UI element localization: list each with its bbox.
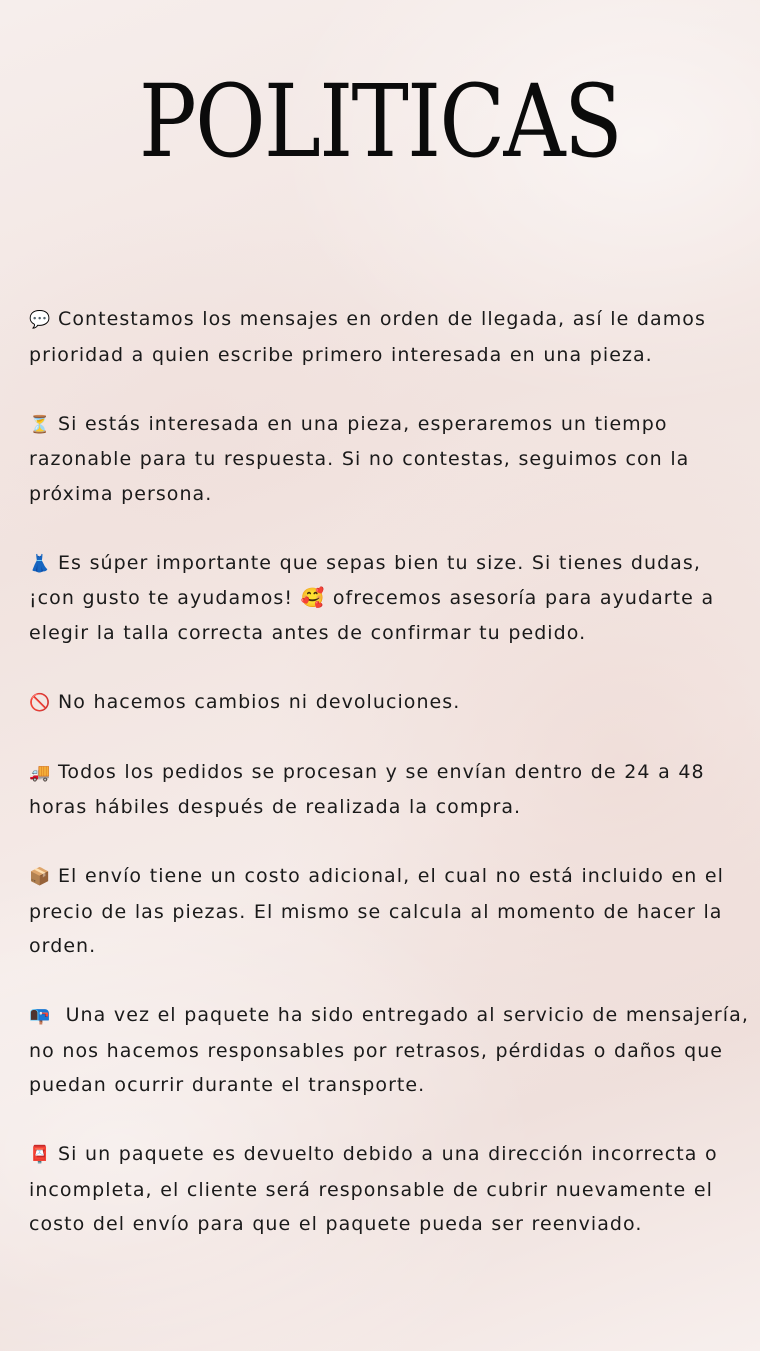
prohibited-icon: 🚫 (29, 692, 52, 713)
hourglass-icon: ⏳ (29, 414, 52, 435)
policy-text: Contestamos los mensajes en orden de llegada, así le damos prioridad a quien escribe primero interesada en una pieza. (29, 308, 706, 366)
policy-item-size (29, 546, 754, 651)
postbox-icon: 📮 (29, 1145, 52, 1165)
speech-bubble-icon: 💬 (29, 310, 52, 330)
policy-item-no-returns (29, 685, 754, 721)
policy-text: El envío tiene un costo adicional, el cual no está incluido en el precio de las piezas. El mismo se calcula al momento de hacer la orden. (29, 865, 724, 957)
policy-item-shipping-cost (29, 859, 754, 964)
policy-list (29, 302, 754, 1276)
policy-item-waiting-time (29, 407, 754, 512)
policy-text: Si un paquete es devuelto debido a una dirección incorrecta o incompleta, el cliente será responsable de cubrir nuevamente el costo del envío para que el paquete pueda ser reenviado. (29, 1143, 718, 1235)
policy-item-messages (29, 302, 754, 372)
policy-text: Todos los pedidos se procesan y se envían dentro de 24 a 48 horas hábiles después de realizada la compra. (29, 760, 705, 818)
policy-text: No hacemos cambios ni devoluciones. (58, 690, 461, 713)
policy-text: Una vez el paquete ha sido entregado al servicio de mensajería, no nos hacemos responsables por retrasos, pérdidas o daños que puedan ocurrir durante el transporte. (29, 1004, 749, 1096)
page-title: POLITICAS (138, 63, 622, 180)
policy-item-returned-package (29, 1137, 754, 1242)
package-icon: 📦 (29, 867, 52, 887)
policy-text: Si estás interesada en una pieza, esperaremos un tiempo razonable para tu respuesta. Si no contestas, seguimos con la próxima persona. (29, 412, 690, 505)
policy-item-carrier-liability (29, 998, 754, 1103)
dress-icon: 👗 (29, 553, 52, 574)
policy-text: Es súper importante que sepas bien tu size. Si tienes dudas, ¡con gusto te ayudamos! 🥰 ofrecemos asesoría para ayudarte a elegir la talla correcta antes de confirmar tu pedido. (29, 551, 715, 644)
policy-item-processing (29, 755, 754, 825)
delivery-truck-icon: 🚚 (29, 762, 52, 783)
mailbox-icon: 📭 (29, 1006, 52, 1026)
